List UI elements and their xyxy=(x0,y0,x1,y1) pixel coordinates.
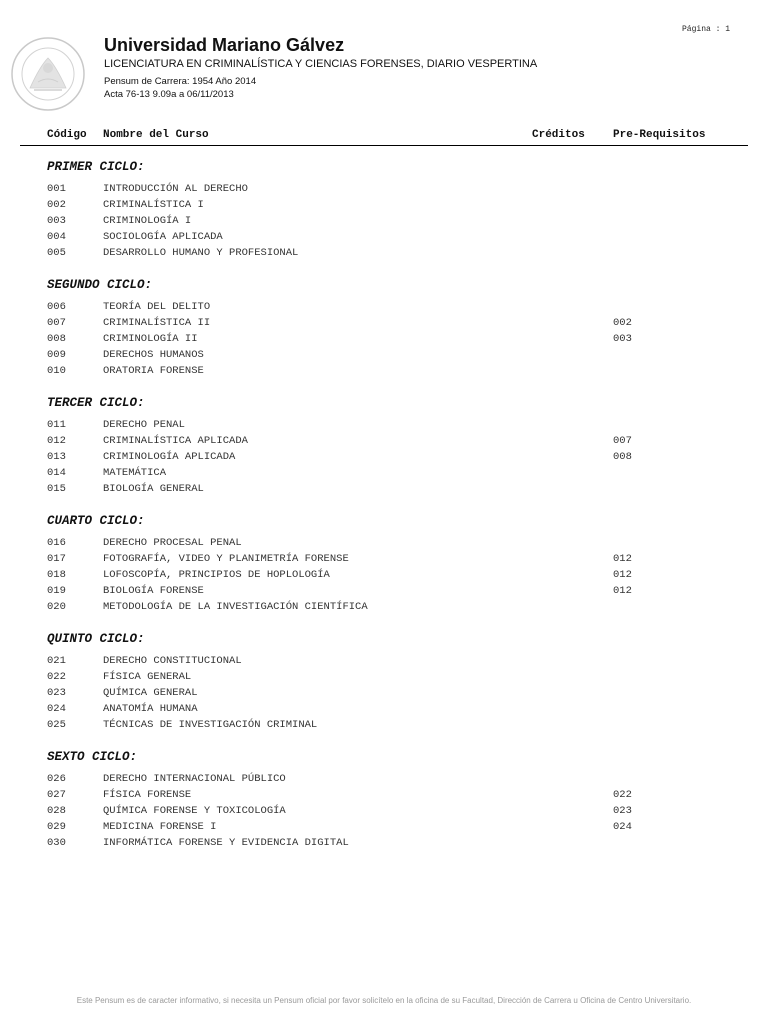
cycle-section xyxy=(0,509,768,627)
course-row xyxy=(0,569,768,585)
cycle-section xyxy=(0,391,768,509)
course-prereq: 022 xyxy=(613,789,632,801)
course-row xyxy=(0,467,768,483)
course-row xyxy=(0,789,768,805)
course-code: 017 xyxy=(47,553,66,565)
course-code: 007 xyxy=(47,317,66,329)
university-seal-icon xyxy=(10,36,86,112)
course-name: CRIMINOLOGÍA I xyxy=(103,215,192,227)
course-prereq: 007 xyxy=(613,435,632,447)
course-code: 015 xyxy=(47,483,66,495)
cycle-title: TERCER CICLO: xyxy=(47,396,145,410)
course-name: DERECHO PROCESAL PENAL xyxy=(103,537,242,549)
header-divider xyxy=(20,145,748,146)
course-code: 014 xyxy=(47,467,66,479)
course-code: 023 xyxy=(47,687,66,699)
course-row xyxy=(0,349,768,365)
cycle-title: SEXTO CICLO: xyxy=(47,750,138,764)
course-row xyxy=(0,601,768,617)
course-name: MEDICINA FORENSE I xyxy=(103,821,217,833)
acta-info: Acta 76-13 9.09a a 06/11/2013 xyxy=(104,89,234,100)
course-name: TEORÍA DEL DELITO xyxy=(103,301,211,313)
course-code: 010 xyxy=(47,365,66,377)
course-code: 011 xyxy=(47,419,66,431)
course-prereq: 008 xyxy=(613,451,632,463)
course-row xyxy=(0,231,768,247)
course-code: 020 xyxy=(47,601,66,613)
course-prereq: 012 xyxy=(613,569,632,581)
course-name: METODOLOGÍA DE LA INVESTIGACIÓN CIENTÍFICA xyxy=(103,601,368,613)
course-name: LOFOSCOPÍA, PRINCIPIOS DE HOPLOLOGÍA xyxy=(103,569,330,581)
course-row xyxy=(0,183,768,199)
col-code: Código xyxy=(47,129,87,141)
course-row xyxy=(0,655,768,671)
course-row xyxy=(0,333,768,349)
cycle-section xyxy=(0,745,768,863)
course-code: 016 xyxy=(47,537,66,549)
page-number: Página : 1 xyxy=(681,25,730,34)
course-row xyxy=(0,301,768,317)
university-name: Universidad Mariano Gálvez xyxy=(104,35,345,55)
cycle-section xyxy=(0,627,768,745)
course-row xyxy=(0,483,768,499)
course-row xyxy=(0,365,768,381)
course-name: INTRODUCCIÓN AL DERECHO xyxy=(103,183,248,195)
course-name: SOCIOLOGÍA APLICADA xyxy=(103,231,223,243)
course-row xyxy=(0,247,768,263)
course-row xyxy=(0,215,768,231)
course-prereq: 012 xyxy=(613,585,632,597)
course-name: MATEMÁTICA xyxy=(103,467,167,479)
course-code: 021 xyxy=(47,655,66,667)
course-row xyxy=(0,719,768,735)
course-row xyxy=(0,419,768,435)
course-name: QUÍMICA GENERAL xyxy=(103,687,198,699)
course-list xyxy=(0,155,768,863)
course-code: 005 xyxy=(47,247,66,259)
program-name: LICENCIATURA EN CRIMINALÍSTICA Y CIENCIAS FORENSES, DIARIO VESPERTINA xyxy=(104,58,538,70)
col-credits: Créditos xyxy=(532,129,585,141)
cycle-title: CUARTO CICLO: xyxy=(47,514,145,528)
course-prereq: 012 xyxy=(613,553,632,565)
course-name: DERECHOS HUMANOS xyxy=(103,349,204,361)
course-row xyxy=(0,585,768,601)
cycle-title: PRIMER CICLO: xyxy=(47,160,145,174)
course-code: 002 xyxy=(47,199,66,211)
course-row xyxy=(0,773,768,789)
course-row xyxy=(0,805,768,821)
course-code: 018 xyxy=(47,569,66,581)
course-code: 024 xyxy=(47,703,66,715)
cycle-section xyxy=(0,273,768,391)
col-name: Nombre del Curso xyxy=(103,129,209,141)
cycle-title: SEGUNDO CICLO: xyxy=(47,278,153,292)
course-code: 026 xyxy=(47,773,66,785)
course-row xyxy=(0,451,768,467)
course-code: 022 xyxy=(47,671,66,683)
course-name: TÉCNICAS DE INVESTIGACIÓN CRIMINAL xyxy=(103,719,318,731)
course-name: DERECHO INTERNACIONAL PÚBLICO xyxy=(103,773,286,785)
course-prereq: 002 xyxy=(613,317,632,329)
course-prereq: 024 xyxy=(613,821,632,833)
course-name: CRIMINOLOGÍA II xyxy=(103,333,198,345)
course-name: QUÍMICA FORENSE Y TOXICOLOGÍA xyxy=(103,805,286,817)
course-row xyxy=(0,553,768,569)
course-code: 012 xyxy=(47,435,66,447)
disclaimer-footer: Este Pensum es de caracter informativo, si necesita un Pensum oficial por favor solicítelo en la oficina de su Facultad, Dirección de Carrera u Oficina de Centro Universitario. xyxy=(76,996,692,1005)
course-name: CRIMINALÍSTICA APLICADA xyxy=(103,435,248,447)
cycle-title: QUINTO CICLO: xyxy=(47,632,145,646)
course-code: 029 xyxy=(47,821,66,833)
cycle-section xyxy=(0,155,768,273)
course-code: 009 xyxy=(47,349,66,361)
course-name: CRIMINALÍSTICA II xyxy=(103,317,211,329)
course-name: BIOLOGÍA GENERAL xyxy=(103,483,204,495)
course-name: DERECHO CONSTITUCIONAL xyxy=(103,655,242,667)
course-code: 013 xyxy=(47,451,66,463)
column-headers xyxy=(0,129,768,143)
course-name: FÍSICA FORENSE xyxy=(103,789,192,801)
course-code: 003 xyxy=(47,215,66,227)
course-name: CRIMINOLOGÍA APLICADA xyxy=(103,451,236,463)
course-name: BIOLOGÍA FORENSE xyxy=(103,585,204,597)
course-code: 028 xyxy=(47,805,66,817)
course-code: 019 xyxy=(47,585,66,597)
course-row xyxy=(0,687,768,703)
course-row xyxy=(0,317,768,333)
course-name: ORATORIA FORENSE xyxy=(103,365,204,377)
course-row xyxy=(0,199,768,215)
course-code: 027 xyxy=(47,789,66,801)
course-name: DERECHO PENAL xyxy=(103,419,185,431)
course-name: FÍSICA GENERAL xyxy=(103,671,192,683)
course-name: DESARROLLO HUMANO Y PROFESIONAL xyxy=(103,247,299,259)
pensum-info: Pensum de Carrera: 1954 Año 2014 xyxy=(104,76,257,87)
document-header xyxy=(104,34,537,101)
course-row xyxy=(0,703,768,719)
course-name: FOTOGRAFÍA, VIDEO Y PLANIMETRÍA FORENSE xyxy=(103,553,349,565)
course-row xyxy=(0,837,768,853)
course-code: 025 xyxy=(47,719,66,731)
course-code: 004 xyxy=(47,231,66,243)
course-row xyxy=(0,821,768,837)
course-row xyxy=(0,435,768,451)
course-row xyxy=(0,671,768,687)
course-code: 008 xyxy=(47,333,66,345)
course-prereq: 003 xyxy=(613,333,632,345)
course-name: ANATOMÍA HUMANA xyxy=(103,703,198,715)
course-row xyxy=(0,537,768,553)
course-code: 030 xyxy=(47,837,66,849)
course-code: 001 xyxy=(47,183,66,195)
course-code: 006 xyxy=(47,301,66,313)
course-prereq: 023 xyxy=(613,805,632,817)
col-prereq: Pre-Requisitos xyxy=(613,129,706,141)
course-name: INFORMÁTICA FORENSE Y EVIDENCIA DIGITAL xyxy=(103,837,349,849)
course-name: CRIMINALÍSTICA I xyxy=(103,199,204,211)
